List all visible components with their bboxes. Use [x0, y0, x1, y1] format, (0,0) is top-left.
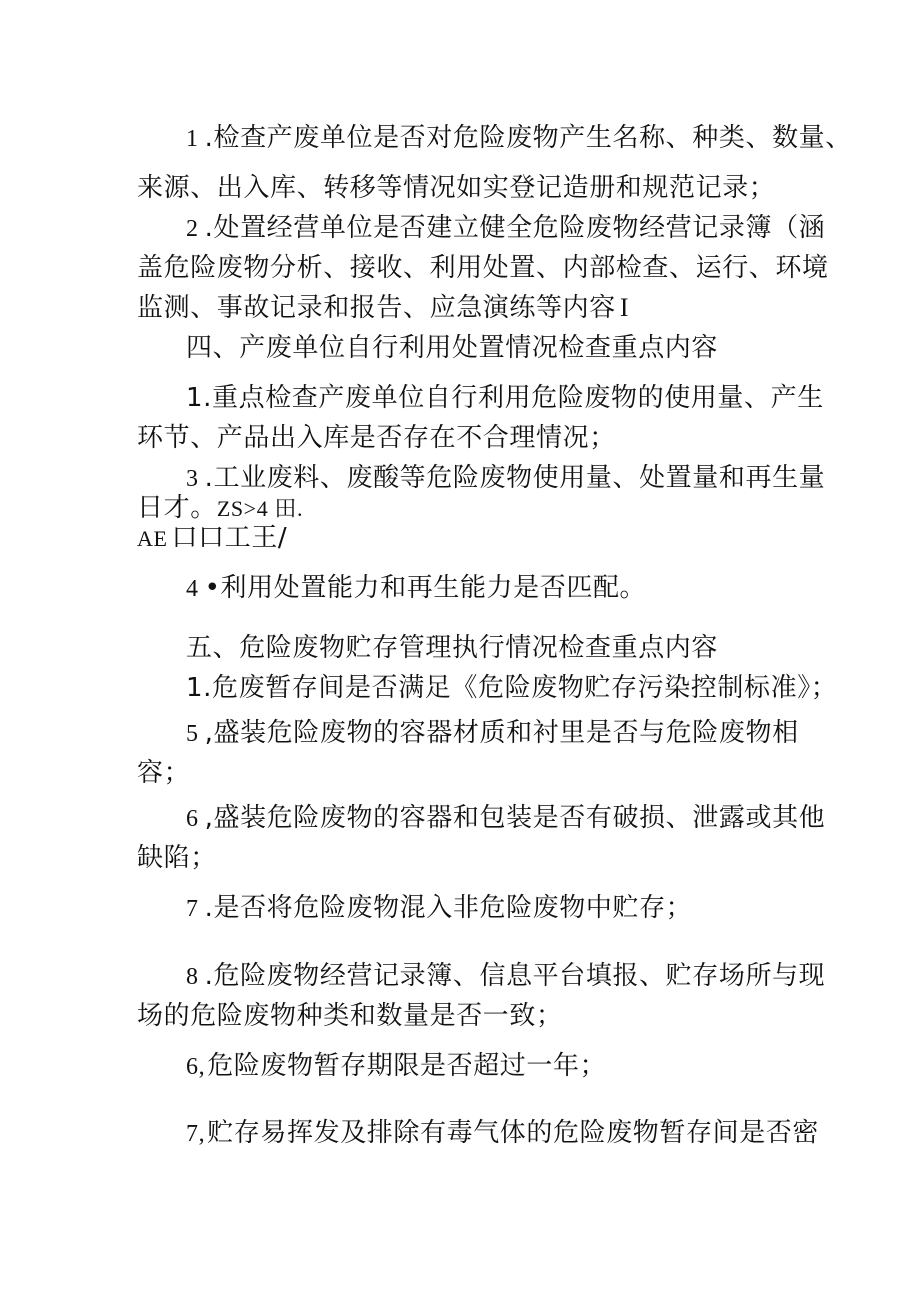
item-number: 7, [186, 1121, 206, 1147]
item-text: .处置经营单位是否建立健全危险废物经营记录簿（涵 [204, 213, 826, 243]
item-text: 场的危险废物种类和数量是否一致； [137, 1001, 563, 1031]
section-4-item-1-line-1 [186, 383, 824, 413]
item-text: 危险废物暂存期限是否超过一年； [207, 1051, 607, 1081]
item-number: 7 [186, 896, 199, 922]
item-number: 6 [186, 806, 199, 832]
item-text: 盖危险废物分析、接收、利用处置、内部检查、运行、环境 [137, 253, 829, 283]
item-2-line-3 [137, 293, 629, 323]
item-text: ,盛装危险废物的容器和包装是否有破损、泄露或其他 [204, 803, 826, 833]
item-text: .危险废物经营记录簿、信息平台填报、贮存场所与现 [204, 961, 826, 991]
item-number: 1 [186, 126, 199, 152]
section-5-item-5-line-1 [186, 718, 799, 749]
item-text: 1.危废暂存间是否满足《危险废物贮存污染控制标准》； [186, 673, 838, 703]
section-5-item-6-line-1 [186, 803, 825, 834]
item-text: .工业废料、废酸等危险废物使用量、处置量和再生量 [204, 463, 826, 493]
section-5-item-5-line-2 [137, 758, 190, 788]
item-text: 日才。 [137, 493, 217, 523]
section-5-item-1 [186, 673, 837, 703]
item-number: 8 [186, 964, 199, 990]
item-number: 2 [186, 216, 199, 242]
item-text: 来源、出入库、转移等情况如实登记造册和规范记录； [137, 173, 776, 203]
item-tail: ZS>4 田. [216, 496, 304, 521]
item-number: 5 [186, 721, 199, 747]
item-text: 口口工王/ [171, 523, 288, 553]
item-1-line-2 [137, 173, 775, 203]
section-5-item-6-line-2 [137, 843, 217, 873]
item-number: 6, [186, 1054, 206, 1080]
section-5-item-7 [186, 893, 692, 924]
item-text: •利用处置能力和再生能力是否匹配。 [204, 573, 647, 603]
item-1-line-1 [186, 123, 852, 154]
section-4-item-3-line-3 [137, 523, 287, 554]
item-text: ,盛装危险废物的容器材质和衬里是否与危险废物相 [204, 718, 799, 748]
section-5-item-6b [186, 1051, 606, 1082]
section-5-item-7b [186, 1118, 819, 1149]
item-text: 缺陷； [137, 843, 217, 873]
section-4-item-3-line-2 [137, 493, 303, 524]
section-5-item-8-line-1 [186, 961, 825, 992]
item-text: 容； [137, 758, 191, 788]
section-5-heading [186, 633, 718, 663]
heading-text: 五、危险废物贮存管理执行情况检查重点内容 [186, 633, 719, 663]
item-text: .检查产废单位是否对危险废物产生名称、种类、数量、 [204, 123, 852, 153]
item-2-line-2 [137, 253, 829, 283]
item-text: 贮存易挥发及排除有毒气体的危险废物暂存间是否密 [207, 1118, 820, 1148]
heading-text: 四、产废单位自行利用处置情况检查重点内容 [186, 333, 719, 363]
section-4-item-4 [186, 573, 646, 604]
item-text: 1.重点检查产废单位自行利用危险废物的使用量、产生 [186, 383, 824, 413]
item-tail: I [619, 293, 630, 322]
section-4-item-3-line-1 [186, 463, 825, 494]
section-5-item-8-line-2 [137, 1001, 563, 1031]
section-4-item-1-line-2 [137, 423, 616, 453]
item-number: 4 [186, 576, 199, 602]
item-2-line-1 [186, 213, 825, 244]
item-text: 监测、事故记录和报告、应急演练等内容 [137, 293, 616, 323]
item-text: .是否将危险废物混入非危险废物中贮存； [204, 893, 693, 923]
item-text: 环节、产品出入库是否存在不合理情况； [137, 423, 616, 453]
section-4-heading [186, 333, 718, 363]
item-lead: AE [137, 526, 168, 551]
item-number: 3 [186, 466, 199, 492]
